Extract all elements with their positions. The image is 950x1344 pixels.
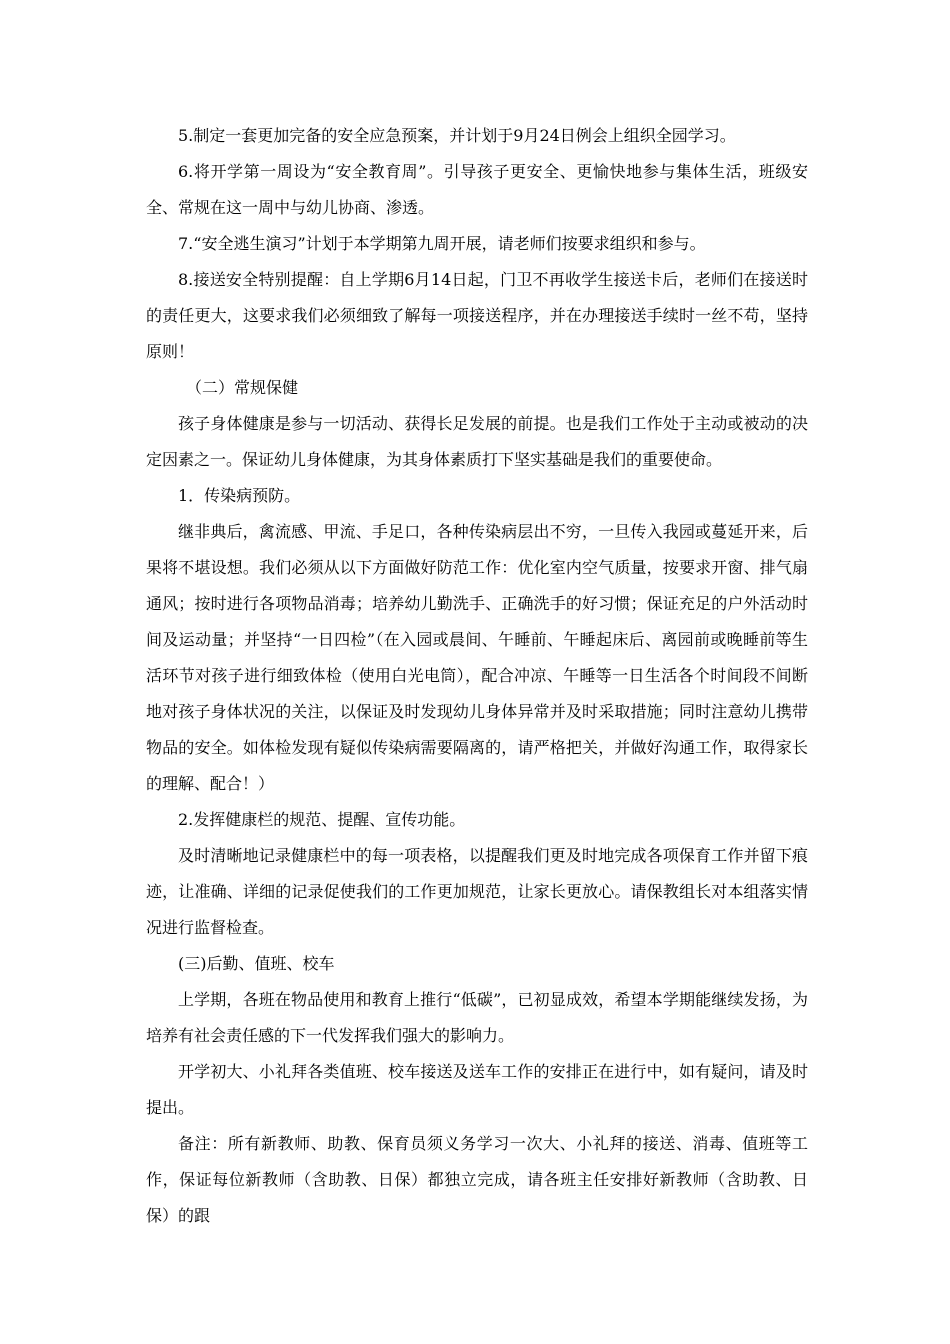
paragraph-health-board: 及时清晰地记录健康栏中的每一项表格，以提醒我们更及时地完成各项保育工作并留下痕迹，让准确、详细的记录促使我们的工作更加规范，让家长更放心。请保教组长对本组落实情况进行监督检查。: [146, 846, 808, 937]
subheading-health-board: 2.发挥健康栏的规范、提醒、宣传功能。: [178, 810, 466, 829]
paragraph-remarks: 备注：所有新教师、助教、保育员须义务学习一次大、小礼拜的接送、消毒、值班等工作，保证每位新教师（含助教、日保）都独立完成，请各班主任安排好新教师（含助教、日保）的跟: [146, 1134, 808, 1225]
paragraph-health-intro: 孩子身体健康是参与一切活动、获得长足发展的前提。也是我们工作处于主动或被动的决定因素之一。保证幼儿身体健康，为其身体素质打下坚实基础是我们的重要使命。: [146, 414, 808, 469]
paragraph-item-6: 6.将开学第一周设为“安全教育周”。引导孩子更安全、更愉快地参与集体生活，班级安全、常规在这一周中与幼儿协商、渗透。: [146, 162, 808, 217]
section-heading-logistics: (三)后勤、值班、校车: [178, 954, 335, 973]
section-heading-routine-health: （二）常规保健: [186, 378, 299, 397]
subheading-disease-prevention: 1．传染病预防。: [178, 486, 301, 505]
paragraph-duty-arrangement: 开学初大、小礼拜各类值班、校车接送及送车工作的安排正在进行中，如有疑问，请及时提出。: [146, 1062, 808, 1117]
paragraph-item-7: 7.“安全逃生演习”计划于本学期第九周开展，请老师们按要求组织和参与。: [178, 234, 706, 253]
document-body: [146, 118, 808, 1234]
paragraph-disease-prevention: 继非典后，禽流感、甲流、手足口，各种传染病层出不穷，一旦传入我园或蔓延开来，后果将不堪设想。我们必须从以下方面做好防范工作：优化室内空气质量，按要求开窗、排气扇通风；按时进行各项物品消毒；培养幼儿勤洗手、正确洗手的好习惯；保证充足的户外活动时间及运动量；并坚持“一日四检”（在入园或晨间、午睡前、午睡起床后、离园前或晚睡前等生活环节对孩子进行细致体检（使用白光电筒），配合冲凉、午睡等一日生活各个时间段不间断地对孩子身体状况的关注，以保证及时发现幼儿身体异常并及时采取措施；同时注意幼儿携带物品的安全。如体检发现有疑似传染病需要隔离的，请严格把关，并做好沟通工作，取得家长的理解、配合！）: [146, 522, 808, 793]
paragraph-low-carbon: 上学期，各班在物品使用和教育上推行“低碳”，已初显成效，希望本学期能继续发扬，为培养有社会责任感的下一代发挥我们强大的影响力。: [146, 990, 808, 1045]
paragraph-item-5: 5.制定一套更加完备的安全应急预案，并计划于9月24日例会上组织全园学习。: [178, 126, 736, 145]
paragraph-item-8: 8.接送安全特别提醒：自上学期6月14日起，门卫不再收学生接送卡后，老师们在接送时的责任更大，这要求我们必须细致了解每一项接送程序，并在办理接送手续时一丝不苟，坚持原则！: [146, 270, 808, 361]
